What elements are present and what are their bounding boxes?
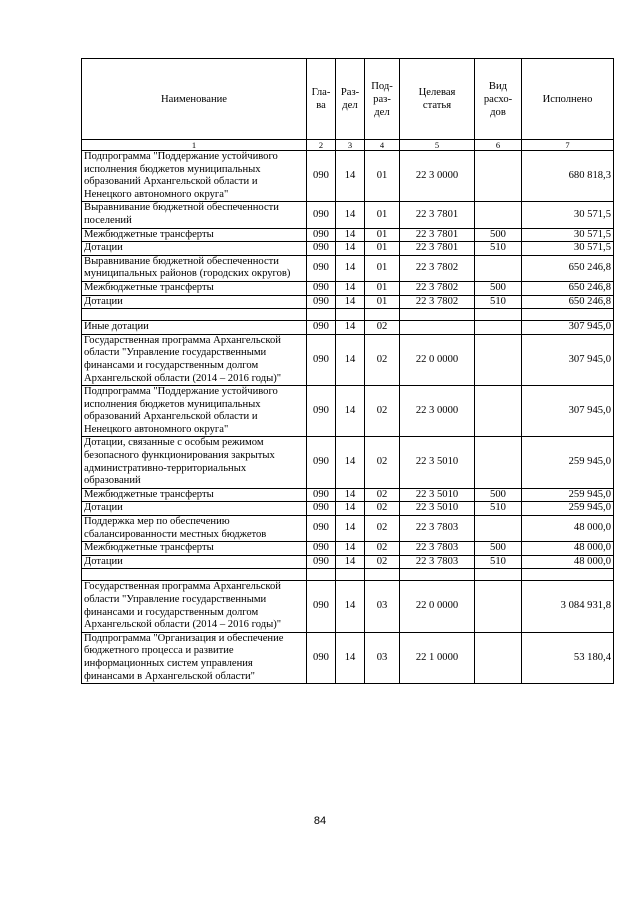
cell-vid bbox=[475, 386, 522, 437]
cell-razdel: 14 bbox=[336, 242, 365, 256]
cell-podrazdel: 02 bbox=[365, 334, 400, 385]
table-row bbox=[82, 488, 614, 502]
table-row bbox=[82, 555, 614, 569]
spacer-cell bbox=[82, 569, 307, 581]
col-number: 3 bbox=[336, 140, 365, 151]
cell-podrazdel: 02 bbox=[365, 386, 400, 437]
cell-article: 22 3 5010 bbox=[400, 502, 475, 516]
header-podrazdel: Под- раз- дел bbox=[365, 59, 400, 140]
spacer-row bbox=[82, 309, 614, 321]
cell-razdel: 14 bbox=[336, 437, 365, 488]
cell-podrazdel: 01 bbox=[365, 228, 400, 242]
cell-amount: 3 084 931,8 bbox=[522, 581, 614, 632]
spacer-cell bbox=[475, 569, 522, 581]
cell-razdel: 14 bbox=[336, 151, 365, 202]
cell-glava: 090 bbox=[307, 228, 336, 242]
table-row bbox=[82, 281, 614, 295]
spacer-cell bbox=[400, 309, 475, 321]
cell-name: Дотации bbox=[82, 295, 307, 309]
col-number: 4 bbox=[365, 140, 400, 151]
cell-name: Дотации, связанные с особым режимом безопасного функционирования закрытых административно-территориальных образований bbox=[82, 437, 307, 488]
cell-amount: 650 246,8 bbox=[522, 295, 614, 309]
cell-podrazdel: 02 bbox=[365, 321, 400, 335]
header-done: Исполнено bbox=[522, 59, 614, 140]
cell-article: 22 0 0000 bbox=[400, 581, 475, 632]
cell-amount: 259 945,0 bbox=[522, 488, 614, 502]
cell-podrazdel: 02 bbox=[365, 502, 400, 516]
cell-razdel: 14 bbox=[336, 516, 365, 542]
column-number-row bbox=[82, 140, 614, 151]
cell-name: Межбюджетные трансферты bbox=[82, 542, 307, 556]
budget-table bbox=[81, 58, 614, 684]
cell-article: 22 3 7803 bbox=[400, 555, 475, 569]
cell-vid: 500 bbox=[475, 228, 522, 242]
spacer-cell bbox=[82, 309, 307, 321]
table-row bbox=[82, 632, 614, 683]
cell-vid bbox=[475, 255, 522, 281]
cell-amount: 30 571,5 bbox=[522, 202, 614, 228]
cell-name: Дотации bbox=[82, 242, 307, 256]
spacer-cell bbox=[365, 309, 400, 321]
table-row bbox=[82, 437, 614, 488]
cell-name: Межбюджетные трансферты bbox=[82, 488, 307, 502]
cell-glava: 090 bbox=[307, 334, 336, 385]
cell-amount: 650 246,8 bbox=[522, 255, 614, 281]
cell-vid: 510 bbox=[475, 242, 522, 256]
table-row bbox=[82, 202, 614, 228]
cell-amount: 650 246,8 bbox=[522, 281, 614, 295]
spacer-cell bbox=[365, 569, 400, 581]
cell-glava: 090 bbox=[307, 242, 336, 256]
cell-name: Подпрограмма "Поддержание устойчивого исполнения бюджетов муниципальных образований Архангельской области и Ненецкого автономного округа" bbox=[82, 386, 307, 437]
cell-article: 22 3 0000 bbox=[400, 151, 475, 202]
cell-article: 22 3 7803 bbox=[400, 542, 475, 556]
cell-razdel: 14 bbox=[336, 542, 365, 556]
cell-article bbox=[400, 321, 475, 335]
cell-vid: 510 bbox=[475, 555, 522, 569]
cell-vid bbox=[475, 516, 522, 542]
cell-article: 22 1 0000 bbox=[400, 632, 475, 683]
cell-name: Выравнивание бюджетной обеспеченности муниципальных районов (городских округов) bbox=[82, 255, 307, 281]
cell-name: Подпрограмма "Организация и обеспечение бюджетного процесса и развитие информационных систем управления финансами в Архангельской области" bbox=[82, 632, 307, 683]
table-row bbox=[82, 386, 614, 437]
cell-name: Поддержка мер по обеспечению сбалансированности местных бюджетов bbox=[82, 516, 307, 542]
cell-glava: 090 bbox=[307, 151, 336, 202]
cell-razdel: 14 bbox=[336, 321, 365, 335]
spacer-cell bbox=[336, 309, 365, 321]
cell-article: 22 3 7801 bbox=[400, 202, 475, 228]
cell-podrazdel: 01 bbox=[365, 202, 400, 228]
cell-glava: 090 bbox=[307, 555, 336, 569]
cell-podrazdel: 02 bbox=[365, 542, 400, 556]
table-row bbox=[82, 321, 614, 335]
cell-podrazdel: 01 bbox=[365, 281, 400, 295]
cell-razdel: 14 bbox=[336, 334, 365, 385]
cell-article: 22 3 5010 bbox=[400, 437, 475, 488]
cell-glava: 090 bbox=[307, 488, 336, 502]
cell-name: Подпрограмма "Поддержание устойчивого исполнения бюджетов муниципальных образований Архангельской области и Ненецкого автономного округа" bbox=[82, 151, 307, 202]
cell-glava: 090 bbox=[307, 516, 336, 542]
cell-podrazdel: 01 bbox=[365, 151, 400, 202]
cell-vid: 500 bbox=[475, 281, 522, 295]
cell-article: 22 0 0000 bbox=[400, 334, 475, 385]
cell-name: Межбюджетные трансферты bbox=[82, 281, 307, 295]
cell-vid bbox=[475, 334, 522, 385]
table-row bbox=[82, 542, 614, 556]
cell-glava: 090 bbox=[307, 255, 336, 281]
header-razdel: Раз- дел bbox=[336, 59, 365, 140]
cell-amount: 680 818,3 bbox=[522, 151, 614, 202]
cell-amount: 259 945,0 bbox=[522, 437, 614, 488]
header-row bbox=[82, 59, 614, 140]
cell-article: 22 3 0000 bbox=[400, 386, 475, 437]
col-number: 1 bbox=[82, 140, 307, 151]
table-row bbox=[82, 581, 614, 632]
cell-podrazdel: 02 bbox=[365, 437, 400, 488]
spacer-cell bbox=[400, 569, 475, 581]
cell-article: 22 3 7802 bbox=[400, 255, 475, 281]
cell-glava: 090 bbox=[307, 502, 336, 516]
cell-podrazdel: 02 bbox=[365, 488, 400, 502]
cell-vid bbox=[475, 581, 522, 632]
cell-glava: 090 bbox=[307, 281, 336, 295]
col-number: 5 bbox=[400, 140, 475, 151]
table-row bbox=[82, 151, 614, 202]
cell-vid: 510 bbox=[475, 295, 522, 309]
cell-razdel: 14 bbox=[336, 295, 365, 309]
cell-name: Выравнивание бюджетной обеспеченности поселений bbox=[82, 202, 307, 228]
cell-amount: 259 945,0 bbox=[522, 502, 614, 516]
cell-glava: 090 bbox=[307, 437, 336, 488]
cell-amount: 30 571,5 bbox=[522, 242, 614, 256]
cell-name: Межбюджетные трансферты bbox=[82, 228, 307, 242]
cell-razdel: 14 bbox=[336, 228, 365, 242]
spacer-cell bbox=[307, 569, 336, 581]
cell-article: 22 3 7803 bbox=[400, 516, 475, 542]
spacer-cell bbox=[307, 309, 336, 321]
cell-article: 22 3 7802 bbox=[400, 295, 475, 309]
cell-amount: 307 945,0 bbox=[522, 386, 614, 437]
cell-vid: 500 bbox=[475, 488, 522, 502]
cell-razdel: 14 bbox=[336, 255, 365, 281]
cell-name: Дотации bbox=[82, 502, 307, 516]
table-row bbox=[82, 228, 614, 242]
spacer-row bbox=[82, 569, 614, 581]
cell-glava: 090 bbox=[307, 581, 336, 632]
page-number: 84 bbox=[313, 815, 327, 827]
cell-podrazdel: 02 bbox=[365, 516, 400, 542]
cell-podrazdel: 01 bbox=[365, 295, 400, 309]
cell-amount: 307 945,0 bbox=[522, 334, 614, 385]
cell-vid bbox=[475, 202, 522, 228]
cell-amount: 307 945,0 bbox=[522, 321, 614, 335]
table-body bbox=[82, 151, 614, 684]
cell-glava: 090 bbox=[307, 202, 336, 228]
cell-podrazdel: 01 bbox=[365, 242, 400, 256]
cell-article: 22 3 7801 bbox=[400, 228, 475, 242]
col-number: 2 bbox=[307, 140, 336, 151]
cell-name: Иные дотации bbox=[82, 321, 307, 335]
header-glava: Гла- ва bbox=[307, 59, 336, 140]
cell-glava: 090 bbox=[307, 542, 336, 556]
spacer-cell bbox=[522, 569, 614, 581]
table-row bbox=[82, 502, 614, 516]
cell-razdel: 14 bbox=[336, 386, 365, 437]
cell-podrazdel: 01 bbox=[365, 255, 400, 281]
cell-glava: 090 bbox=[307, 321, 336, 335]
col-number: 7 bbox=[522, 140, 614, 151]
table-row bbox=[82, 334, 614, 385]
cell-podrazdel: 03 bbox=[365, 581, 400, 632]
cell-vid bbox=[475, 151, 522, 202]
cell-glava: 090 bbox=[307, 632, 336, 683]
cell-podrazdel: 03 bbox=[365, 632, 400, 683]
cell-glava: 090 bbox=[307, 386, 336, 437]
header-name: Наименование bbox=[82, 59, 307, 140]
cell-razdel: 14 bbox=[336, 632, 365, 683]
cell-razdel: 14 bbox=[336, 202, 365, 228]
cell-razdel: 14 bbox=[336, 281, 365, 295]
table-row bbox=[82, 242, 614, 256]
table-row bbox=[82, 516, 614, 542]
table-row bbox=[82, 255, 614, 281]
cell-name: Дотации bbox=[82, 555, 307, 569]
spacer-cell bbox=[336, 569, 365, 581]
cell-amount: 48 000,0 bbox=[522, 555, 614, 569]
cell-name: Государственная программа Архангельской области "Управление государственными финансами и государственным долгом Архангельской области (2014 – 2016 годы)" bbox=[82, 581, 307, 632]
cell-razdel: 14 bbox=[336, 502, 365, 516]
header-vid: Вид расхо- дов bbox=[475, 59, 522, 140]
cell-podrazdel: 02 bbox=[365, 555, 400, 569]
cell-razdel: 14 bbox=[336, 555, 365, 569]
cell-glava: 090 bbox=[307, 295, 336, 309]
table-row bbox=[82, 295, 614, 309]
cell-vid bbox=[475, 632, 522, 683]
cell-name: Государственная программа Архангельской области "Управление государственными финансами и государственным долгом Архангельской области (2014 – 2016 годы)" bbox=[82, 334, 307, 385]
cell-razdel: 14 bbox=[336, 581, 365, 632]
header-article: Целевая статья bbox=[400, 59, 475, 140]
cell-amount: 53 180,4 bbox=[522, 632, 614, 683]
spacer-cell bbox=[522, 309, 614, 321]
cell-article: 22 3 7802 bbox=[400, 281, 475, 295]
cell-article: 22 3 7801 bbox=[400, 242, 475, 256]
cell-article: 22 3 5010 bbox=[400, 488, 475, 502]
cell-razdel: 14 bbox=[336, 488, 365, 502]
col-number: 6 bbox=[475, 140, 522, 151]
spacer-cell bbox=[475, 309, 522, 321]
cell-amount: 48 000,0 bbox=[522, 516, 614, 542]
cell-vid bbox=[475, 321, 522, 335]
cell-amount: 48 000,0 bbox=[522, 542, 614, 556]
cell-vid: 500 bbox=[475, 542, 522, 556]
cell-vid: 510 bbox=[475, 502, 522, 516]
cell-vid bbox=[475, 437, 522, 488]
cell-amount: 30 571,5 bbox=[522, 228, 614, 242]
